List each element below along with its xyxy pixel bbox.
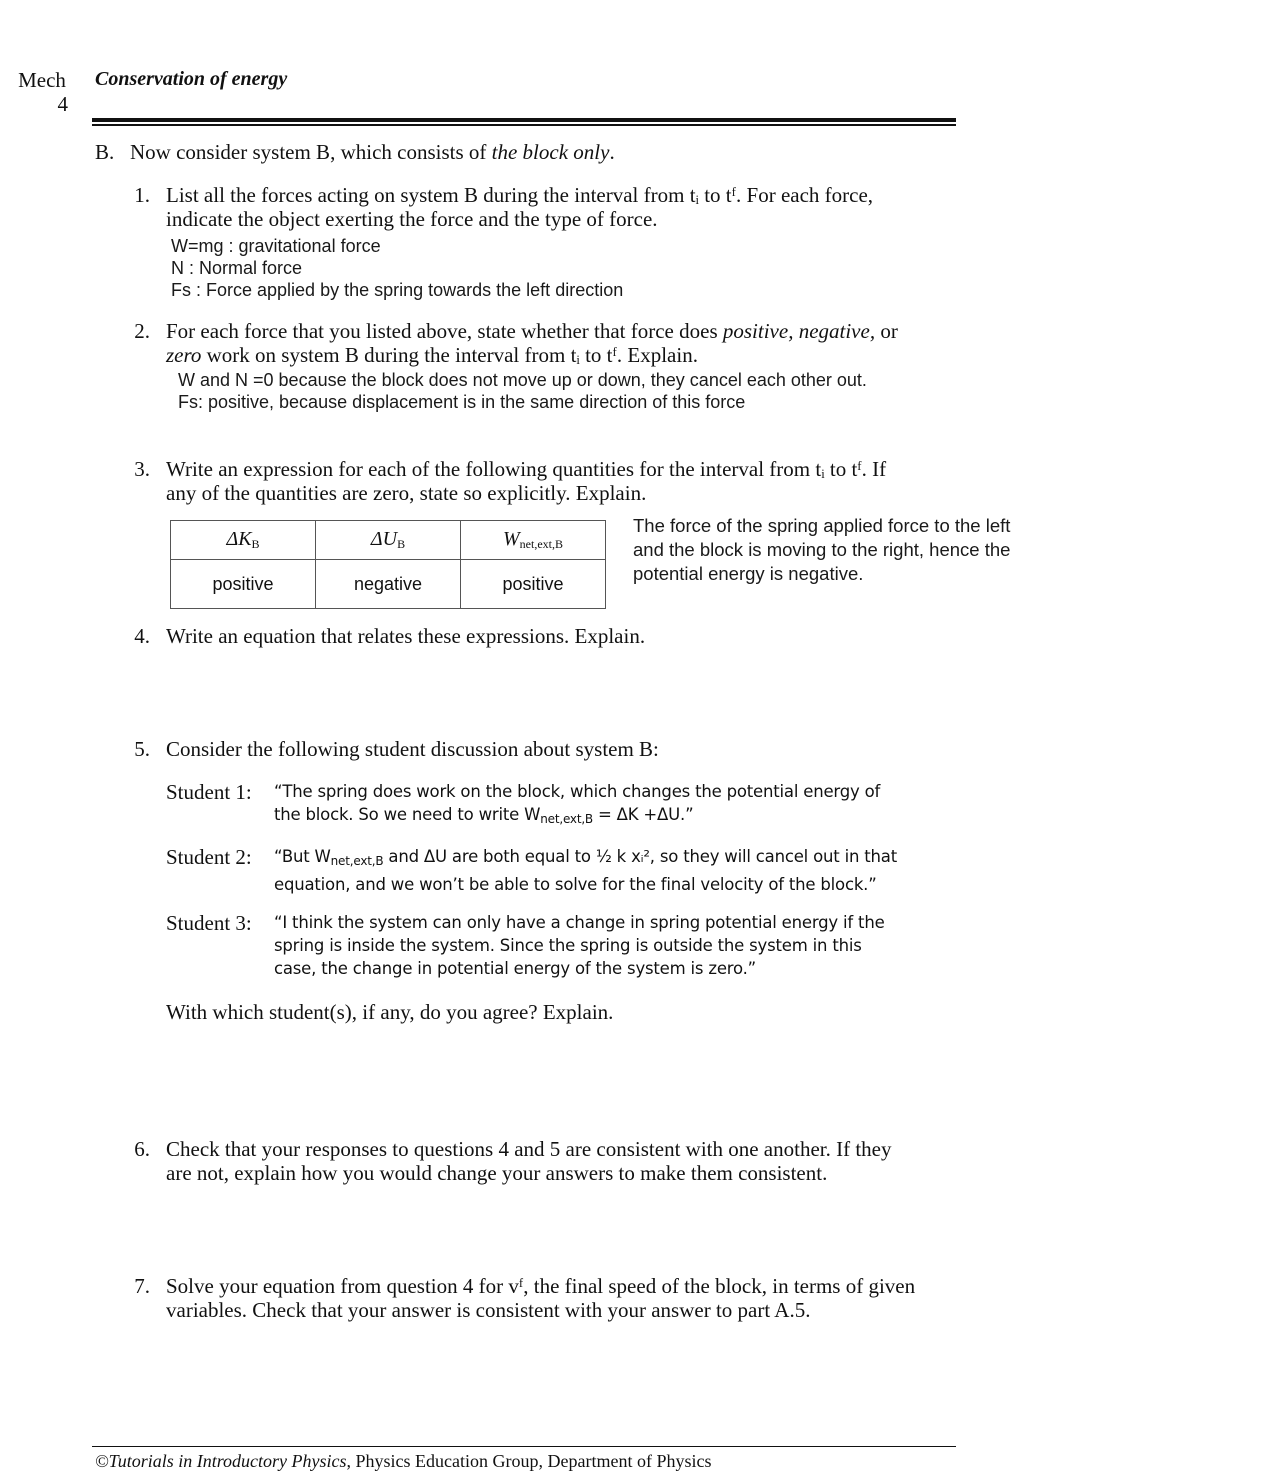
quote-subscript: net,ext,B (540, 812, 593, 826)
student-2-quote (274, 845, 897, 896)
intro-text: Now consider system B, which consists of (130, 140, 492, 164)
quote-line (274, 845, 897, 873)
header-subscript: B (251, 537, 260, 551)
q3-explanation (633, 514, 1010, 586)
course-label (16, 68, 68, 116)
student-2-label: Student 2: (166, 845, 252, 869)
header-delta-u (316, 521, 461, 560)
header-symbol: W (503, 528, 520, 550)
quantities-table (170, 520, 606, 609)
q1-answer (171, 235, 623, 301)
intro-emphasis: the block only (491, 140, 610, 164)
q2-line2-emphasis: zero (166, 343, 202, 367)
student-3-quote (274, 911, 885, 980)
q2-line1-emphasis: positive, negative, (722, 319, 876, 343)
quote-line: spring is inside the system. Since the spring is outside the system in this (274, 936, 862, 955)
q5-question: With which student(s), if any, do you agree? Explain. (166, 1000, 614, 1024)
header-subscript: B (397, 537, 406, 551)
q1-number: 1. (134, 183, 150, 207)
q2-text (166, 319, 898, 367)
quote-text: and ΔU are both equal to ½ k xᵢ², so they will cancel out in that (383, 847, 897, 866)
quote-text: = ΔK +ΔU.” (592, 805, 694, 824)
q2-line1-tail: or (875, 319, 898, 343)
q4-number: 4. (134, 624, 150, 648)
q1-answer-line: N : Normal force (171, 258, 303, 278)
q6-line2: are not, explain how you would change your answers to make them consistent. (166, 1161, 828, 1185)
q1-line2: indicate the object exerting the force and the type of force. (166, 207, 658, 231)
footer-org: , Physics Education Group, Department of Physics (346, 1451, 712, 1471)
q2-line1 (166, 319, 898, 343)
quote-text: “But W (274, 847, 331, 866)
q5-text: Consider the following student discussion about system B: (166, 737, 659, 761)
header-rule (92, 118, 956, 122)
section-label: B. (95, 140, 115, 164)
value-delta-u[interactable]: negative (316, 560, 461, 609)
header-subscript: net,ext,B (519, 537, 563, 551)
header-delta-k (171, 521, 316, 560)
footer-rule (92, 1446, 956, 1447)
q3-text (166, 457, 886, 505)
q6-line1: Check that your responses to questions 4 and 5 are consistent with one another. If they (166, 1137, 892, 1161)
q3-line1: Write an expression for each of the following quantities for the interval from tᵢ to tᶠ. If (166, 457, 887, 481)
table-row (171, 560, 606, 609)
quote-line: “The spring does work on the block, which changes the potential energy of (274, 782, 881, 801)
q2-line2-text: work on system B during the interval from tᵢ to tᶠ. Explain. (201, 343, 698, 367)
q3-explanation-line: The force of the spring applied force to the left (633, 515, 1011, 536)
q1-text (166, 183, 873, 231)
q1-answer-line: W=mg : gravitational force (171, 236, 381, 256)
q7-line1: Solve your equation from question 4 for vᶠ, the final speed of the block, in terms of given (166, 1274, 916, 1298)
quote-line: “I think the system can only have a change in spring potential energy if the (274, 913, 885, 932)
q2-line1-text: For each force that you listed above, state whether that force does (166, 319, 723, 343)
table-header-row (171, 521, 606, 560)
quote-line: equation, and we won’t be able to solve for the final velocity of the block.” (274, 875, 877, 894)
header-symbol: ΔK (226, 528, 252, 550)
q4-text: Write an equation that relates these expressions. Explain. (166, 624, 646, 648)
footer-title: ©Tutorials in Introductory Physics (95, 1451, 347, 1471)
q1-answer-line: Fs : Force applied by the spring towards the left direction (171, 280, 624, 300)
course-name: Mech (18, 68, 66, 92)
footer-text (95, 1451, 711, 1472)
header-w-net (461, 521, 606, 560)
q6-text (166, 1137, 892, 1185)
q3-line2: any of the quantities are zero, state so explicitly. Explain. (166, 481, 647, 505)
intro-period: . (609, 140, 615, 164)
q3-explanation-line: potential energy is negative. (633, 563, 864, 584)
q7-number: 7. (134, 1274, 150, 1298)
quote-subscript: net,ext,B (330, 854, 384, 868)
q2-answer-line: Fs: positive, because displacement is in the same direction of this force (178, 392, 746, 412)
q2-number: 2. (134, 319, 150, 343)
q3-number: 3. (134, 457, 150, 481)
q5-number: 5. (134, 737, 150, 761)
quote-line: case, the change in potential energy of the system is zero.” (274, 959, 757, 978)
q3-explanation-line: and the block is moving to the right, hence the (633, 539, 1011, 560)
quote-text: the block. So we need to write W (274, 805, 541, 824)
student-1-label: Student 1: (166, 780, 252, 804)
header-symbol: ΔU (370, 528, 398, 550)
value-delta-k[interactable]: positive (171, 560, 316, 609)
section-intro (130, 140, 615, 165)
page-title: Conservation of energy (95, 68, 288, 90)
q6-number: 6. (134, 1137, 150, 1161)
q2-line2 (166, 343, 898, 367)
q1-line1: List all the forces acting on system B during the interval from tᵢ to tᶠ. For each force, (166, 183, 874, 207)
q2-answer-line: W and N =0 because the block does not move up or down, they cancel each other out. (178, 370, 867, 390)
q7-line2: variables. Check that your answer is consistent with your answer to part A.5. (166, 1298, 811, 1322)
header-rule-thin (92, 124, 956, 126)
student-3-label: Student 3: (166, 911, 252, 935)
student-1-quote (274, 780, 880, 831)
q2-answer (178, 369, 867, 413)
q7-text (166, 1274, 915, 1322)
quote-line (274, 803, 880, 831)
value-w-net[interactable]: positive (461, 560, 606, 609)
page-number: 4 (57, 92, 68, 116)
